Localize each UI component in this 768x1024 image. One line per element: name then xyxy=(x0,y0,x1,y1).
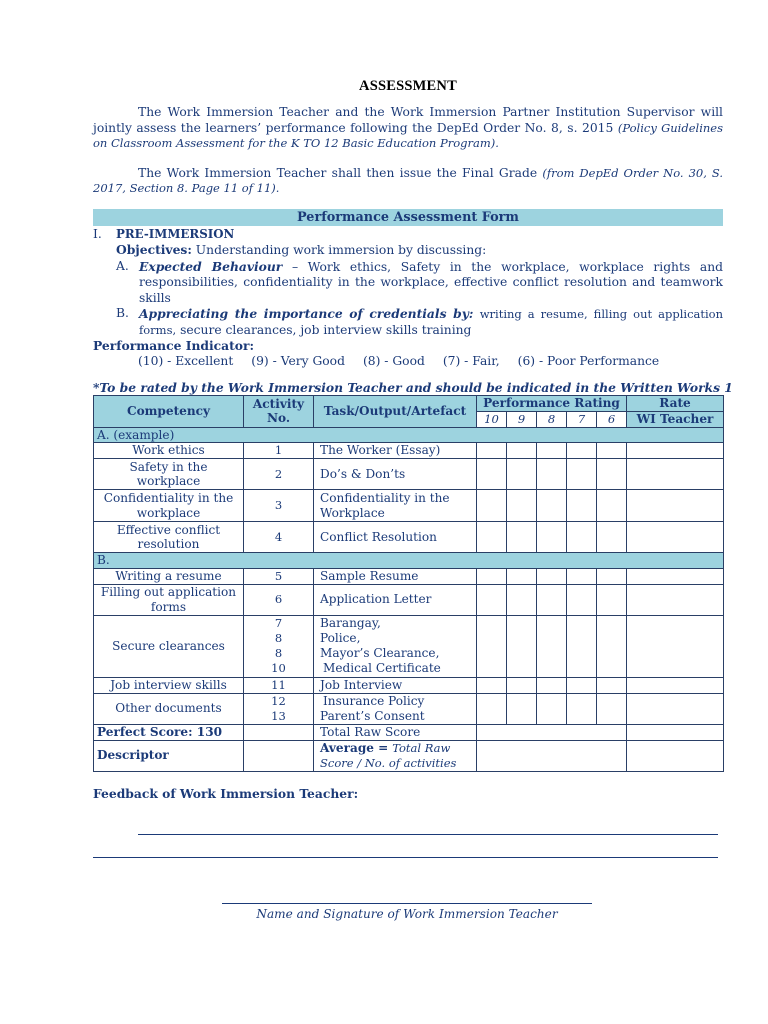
perfect-score: Perfect Score: 130 xyxy=(94,724,244,740)
rating-cell[interactable] xyxy=(567,459,597,490)
activity-number: 8 xyxy=(274,646,283,660)
page-title: ASSESSMENT xyxy=(359,78,457,94)
rating-cell[interactable] xyxy=(477,459,507,490)
activity-number: 7 xyxy=(274,616,283,630)
total-raw-score-label: Total Raw Score xyxy=(314,724,477,740)
descriptor-label: Descriptor xyxy=(94,740,244,771)
table-row xyxy=(94,522,724,553)
signature-caption: Name and Signature of Work Immersion Teacher xyxy=(256,907,558,921)
section-a-label: A. (example) xyxy=(94,427,724,443)
objective-a xyxy=(93,259,723,307)
signature-line[interactable] xyxy=(222,903,592,904)
intro-p1-text: The Work Immersion Teacher and the Work Immersion Partner Institution Supervisor will jointly assess the learners’ performance following the DepEd Order No. 8, s. 2015 xyxy=(93,105,723,135)
task-cell: Confidentiality in the Workplace xyxy=(314,490,477,522)
rate-cell[interactable] xyxy=(627,443,724,459)
task-line: Police, xyxy=(320,631,361,645)
indicator-label: Performance Indicator: xyxy=(93,338,255,353)
rating-cell[interactable] xyxy=(597,568,627,584)
activity-cell: 1 xyxy=(244,443,314,459)
rating-cell[interactable] xyxy=(477,615,507,677)
rating-cell[interactable] xyxy=(537,615,567,677)
score-9: 9 xyxy=(507,412,537,428)
rating-cell[interactable] xyxy=(537,568,567,584)
header-activity: Activity No. xyxy=(244,396,314,428)
header-rate: Rate xyxy=(627,396,724,412)
table-row xyxy=(94,490,724,522)
activity-number: 8 xyxy=(274,631,283,645)
intro-p1-italic: (Policy Guidelines on Classroom Assessment for the K TO 12 Basic Education Program). xyxy=(93,120,723,150)
activity-cell: 5 xyxy=(244,568,314,584)
score-6: 6 xyxy=(597,412,627,428)
rating-cell[interactable] xyxy=(477,677,507,693)
feedback-label: Feedback of Work Immersion Teacher: xyxy=(93,785,359,801)
task-line: Mayor’s Clearance, xyxy=(320,646,440,660)
rating-cell[interactable] xyxy=(597,677,627,693)
rating-cell[interactable] xyxy=(537,490,567,522)
rating-cell[interactable] xyxy=(597,522,627,553)
rating-cell[interactable] xyxy=(537,459,567,490)
assessment-table xyxy=(93,395,724,772)
rating-cell[interactable] xyxy=(567,568,597,584)
rating-cell[interactable] xyxy=(477,490,507,522)
task-cell: Application Letter xyxy=(314,584,477,615)
rating-cell[interactable] xyxy=(507,459,537,490)
activity-number: 13 xyxy=(271,708,286,723)
intro-paragraph-1 xyxy=(93,105,723,152)
table-row xyxy=(94,568,724,584)
indicator-scale xyxy=(93,354,723,370)
competency-cell: Effective conflict resolution xyxy=(94,522,244,553)
activity-number: 12 xyxy=(271,693,286,708)
competency-cell: Work ethics xyxy=(94,443,244,459)
rating-note: *To be rated by the Work Immersion Teacher and should be indicated in the Written Works 1 xyxy=(93,380,733,395)
blank-cell xyxy=(244,724,314,740)
table-row xyxy=(94,443,724,459)
table-header-row xyxy=(94,396,724,412)
rating-cell[interactable] xyxy=(567,677,597,693)
rating-cell[interactable] xyxy=(597,615,627,677)
objectives-label: Objectives: xyxy=(116,242,192,257)
section-b-row xyxy=(94,553,724,569)
feedback-line-2[interactable] xyxy=(93,857,718,858)
rating-cell[interactable] xyxy=(537,584,567,615)
task-cell: Do’s & Don’ts xyxy=(314,459,477,490)
rating-cell[interactable] xyxy=(507,568,537,584)
rate-cell[interactable] xyxy=(627,677,724,693)
rating-cell[interactable] xyxy=(507,584,537,615)
objective-b-title: Appreciating the importance of credentials by: xyxy=(139,306,474,321)
header-competency: Competency xyxy=(94,396,244,428)
rate-cell[interactable] xyxy=(627,615,724,677)
activity-cell: 3 xyxy=(244,490,314,522)
activity-cell xyxy=(244,615,314,677)
header-performance-rating: Performance Rating xyxy=(477,396,627,412)
table-row xyxy=(94,615,724,677)
activity-cell: 4 xyxy=(244,522,314,553)
intro-p2-text: The Work Immersion Teacher shall then issue the Final Grade xyxy=(138,165,538,180)
rating-cell[interactable] xyxy=(477,568,507,584)
rating-cell[interactable] xyxy=(507,615,537,677)
header-task: Task/Output/Artefact xyxy=(314,396,477,428)
activity-cell: 6 xyxy=(244,584,314,615)
rating-cell[interactable] xyxy=(567,693,597,724)
rating-cell[interactable] xyxy=(567,443,597,459)
rating-cell[interactable] xyxy=(537,522,567,553)
rating-cell[interactable] xyxy=(507,522,537,553)
competency-cell: Filling out application forms xyxy=(94,584,244,615)
competency-cell: Writing a resume xyxy=(94,568,244,584)
rate-cell[interactable] xyxy=(627,459,724,490)
rating-cell[interactable] xyxy=(567,584,597,615)
average-formula: Total Raw Score / No. of activities xyxy=(320,740,457,770)
task-line: Barangay, xyxy=(320,616,381,630)
objective-a-letter: A. xyxy=(116,258,129,273)
section-roman: I. xyxy=(93,226,102,241)
descriptor-row xyxy=(94,740,724,771)
competency-cell: Confidentiality in the workplace xyxy=(94,490,244,522)
objective-b-letter: B. xyxy=(116,306,129,320)
rating-cell[interactable] xyxy=(597,459,627,490)
section-heading: PRE-IMMERSION xyxy=(116,226,235,241)
rate-cell[interactable] xyxy=(627,490,724,522)
table-row xyxy=(94,459,724,490)
average-label: Average = xyxy=(320,740,389,755)
section-b-label: B. xyxy=(94,553,724,569)
task-cell xyxy=(314,615,477,677)
objectives-text: Understanding work immersion by discussing: xyxy=(195,243,487,257)
blank-cell xyxy=(244,740,314,771)
pre-immersion-section xyxy=(93,227,723,370)
competency-cell: Other documents xyxy=(94,693,244,724)
indicator-fair: (7) - Fair, xyxy=(442,353,500,368)
objective-b-text-2: secure clearances, job interview skills training xyxy=(180,322,472,337)
rating-cell[interactable] xyxy=(567,615,597,677)
rating-cell[interactable] xyxy=(507,677,537,693)
table-row xyxy=(94,693,724,724)
form-title: Performance Assessment Form xyxy=(93,209,723,226)
rating-cell[interactable] xyxy=(537,443,567,459)
objective-b-text: writing a resume, filling out application forms, xyxy=(139,307,723,337)
rate-cell[interactable] xyxy=(627,693,724,724)
competency-cell: Secure clearances xyxy=(94,615,244,677)
rating-cell[interactable] xyxy=(477,584,507,615)
rating-cell[interactable] xyxy=(477,443,507,459)
competency-cell: Safety in the workplace xyxy=(94,459,244,490)
rating-cell[interactable] xyxy=(537,693,567,724)
rate-cell[interactable] xyxy=(627,568,724,584)
indicator-good: (8) - Good xyxy=(362,353,425,368)
indicator-poor: (6) - Poor Performance xyxy=(517,353,660,368)
rating-cell[interactable] xyxy=(507,490,537,522)
table-row xyxy=(94,584,724,615)
section-a-row xyxy=(94,427,724,443)
rating-cell[interactable] xyxy=(537,677,567,693)
rating-cell[interactable] xyxy=(597,693,627,724)
rate-cell[interactable] xyxy=(627,584,724,615)
rating-cell[interactable] xyxy=(597,490,627,522)
average-value[interactable] xyxy=(477,740,627,771)
feedback-line-1[interactable] xyxy=(138,834,718,835)
activity-cell: 11 xyxy=(244,677,314,693)
task-cell: Conflict Resolution xyxy=(314,522,477,553)
score-8: 8 xyxy=(537,412,567,428)
task-cell: Job Interview xyxy=(314,677,477,693)
rating-cell[interactable] xyxy=(507,443,537,459)
task-cell: The Worker (Essay) xyxy=(314,443,477,459)
document-page xyxy=(93,78,733,801)
competency-cell: Job interview skills xyxy=(94,677,244,693)
activity-cell xyxy=(244,693,314,724)
task-line: Insurance Policy xyxy=(323,693,425,708)
rating-cell[interactable] xyxy=(477,522,507,553)
rate-cell[interactable] xyxy=(627,724,724,740)
indicator-excellent: (10) - Excellent xyxy=(138,353,234,368)
objective-b xyxy=(93,306,723,338)
intro-p2-italic: (from DepEd Order No. 30, S. 2017, Section 8. Page 11 of 11). xyxy=(93,165,723,195)
objectives xyxy=(93,242,723,259)
average-cell xyxy=(314,740,477,771)
rate-cell[interactable] xyxy=(627,740,724,771)
header-wi-teacher: WI Teacher xyxy=(627,412,724,428)
rating-cell[interactable] xyxy=(597,443,627,459)
objective-a-text: – Work ethics, Safety in the workplace, workplace rights and responsibilities, confidentiality in the workplace, effective conflict resolution and teamwork skills xyxy=(139,259,723,305)
rate-cell[interactable] xyxy=(627,522,724,553)
score-10: 10 xyxy=(477,412,507,428)
rating-cell[interactable] xyxy=(507,693,537,724)
task-line: Parent’s Consent xyxy=(320,708,425,723)
task-line: Medical Certificate xyxy=(323,661,441,675)
table-row xyxy=(94,677,724,693)
indicator-very-good: (9) - Very Good xyxy=(251,353,345,368)
task-cell: Sample Resume xyxy=(314,568,477,584)
score-7: 7 xyxy=(567,412,597,428)
activity-cell: 2 xyxy=(244,459,314,490)
total-raw-score-value[interactable] xyxy=(477,724,627,740)
intro-paragraph-2 xyxy=(93,166,723,197)
rating-cell[interactable] xyxy=(567,522,597,553)
objective-a-title: Expected Behaviour xyxy=(139,258,283,274)
task-cell xyxy=(314,693,477,724)
rating-cell[interactable] xyxy=(567,490,597,522)
rating-cell[interactable] xyxy=(477,693,507,724)
activity-number: 10 xyxy=(271,661,286,675)
total-row xyxy=(94,724,724,740)
rating-cell[interactable] xyxy=(597,584,627,615)
